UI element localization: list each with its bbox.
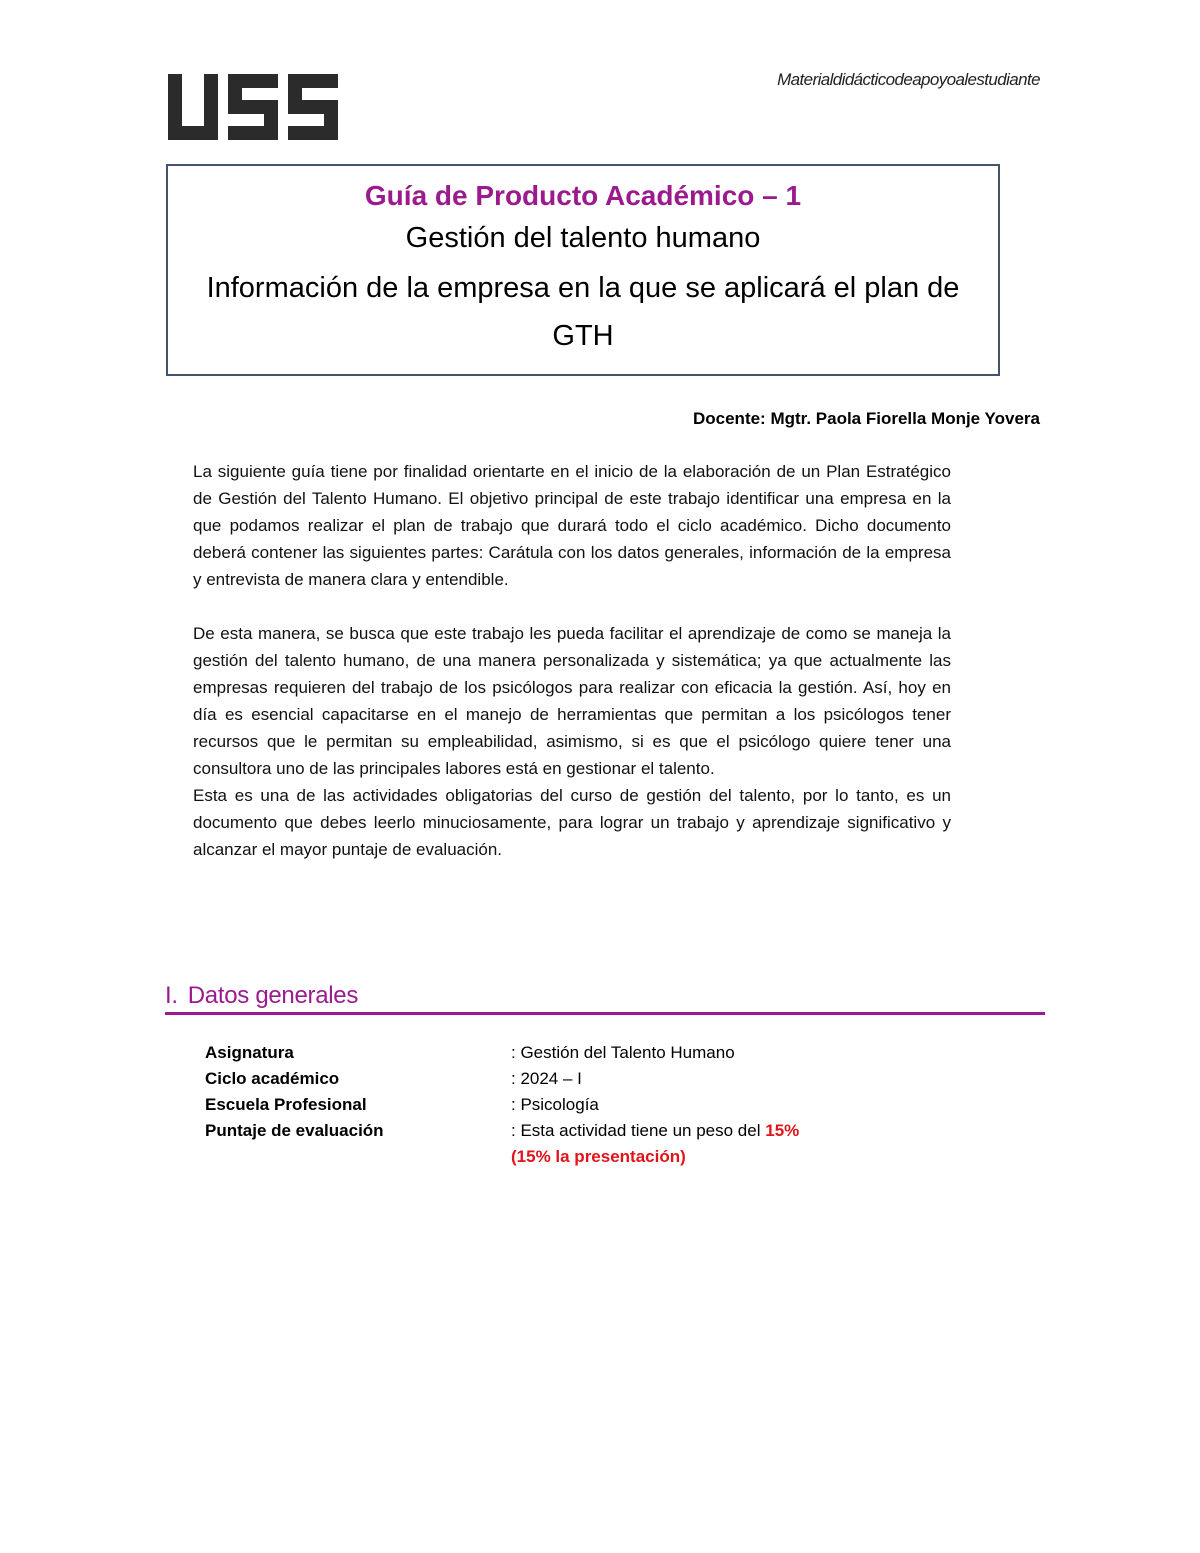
- info-row: [205, 1118, 945, 1170]
- general-data: [205, 1040, 945, 1170]
- info-row: [205, 1040, 945, 1066]
- info-value: : 2024 – I: [511, 1069, 582, 1088]
- info-row: [205, 1092, 945, 1118]
- section-title: [165, 982, 358, 1009]
- header-note: Materialdidácticodeapoyoalestudiante: [777, 70, 1040, 89]
- section-header: [165, 982, 1045, 1015]
- info-row: [205, 1066, 945, 1092]
- info-label: Asignatura: [205, 1043, 294, 1062]
- document-title: Guía de Producto Académico – 1: [364, 180, 802, 211]
- document-subtitle: Información de la empresa en la que se aplicará el plan de GTH: [206, 272, 960, 352]
- info-value: [511, 1118, 945, 1170]
- teacher-name: Docente: Mgtr. Paola Fiorella Monje Yovera: [692, 409, 1040, 428]
- score-percentage: 15%: [765, 1121, 800, 1140]
- info-value: : Gestión del Talento Humano: [511, 1043, 735, 1062]
- paragraph: La siguiente guía tiene por finalidad orientarte en el inicio de la elaboración de un Plan Estratégico de Gestión del Talento Humano. El objetivo principal de este trabajo identificar una empresa en la que podamos realizar el plan de trabajo que durará todo el ciclo académico. Dicho documento deberá contener las siguientes partes: Carátula con los datos generales, información de la empresa y entrevista de manera clara y entendible.: [193, 462, 951, 589]
- section-number: I.: [165, 982, 178, 1009]
- info-label: Puntaje de evaluación: [205, 1121, 384, 1140]
- section-title-text: Datos generales: [187, 982, 359, 1009]
- course-name: Gestión del talento humano: [405, 222, 761, 254]
- info-label: Ciclo académico: [205, 1069, 340, 1088]
- uss-logo: [168, 74, 338, 140]
- intro-text: [193, 458, 951, 863]
- score-text: : Esta actividad tiene un peso del: [511, 1121, 766, 1140]
- title-box: [166, 164, 1000, 376]
- info-value: : Psicología: [511, 1095, 599, 1114]
- paragraph: Esta es una de las actividades obligatorias del curso de gestión del talento, por lo tanto, es un documento que debes leerlo minuciosamente, para lograr un trabajo y aprendizaje significativo y alcanzar el mayor puntaje de evaluación.: [193, 786, 951, 859]
- info-label: Escuela Profesional: [205, 1095, 367, 1114]
- score-note: (15% la presentación): [511, 1147, 686, 1166]
- paragraph: De esta manera, se busca que este trabajo les pueda facilitar el aprendizaje de como se maneja la gestión del talento humano, de una manera personalizada y sistemática; ya que actualmente las empresas requieren del trabajo de los psicólogos para realizar con eficacia la gestión. Así, hoy en día es esencial capacitarse en el manejo de herramientas que permitan a los psicólogos tener recursos que le permitan su empleabilidad, asimismo, si es que el psicólogo quiere tener una consultora uno de las principales labores está en gestionar el talento.: [193, 624, 951, 778]
